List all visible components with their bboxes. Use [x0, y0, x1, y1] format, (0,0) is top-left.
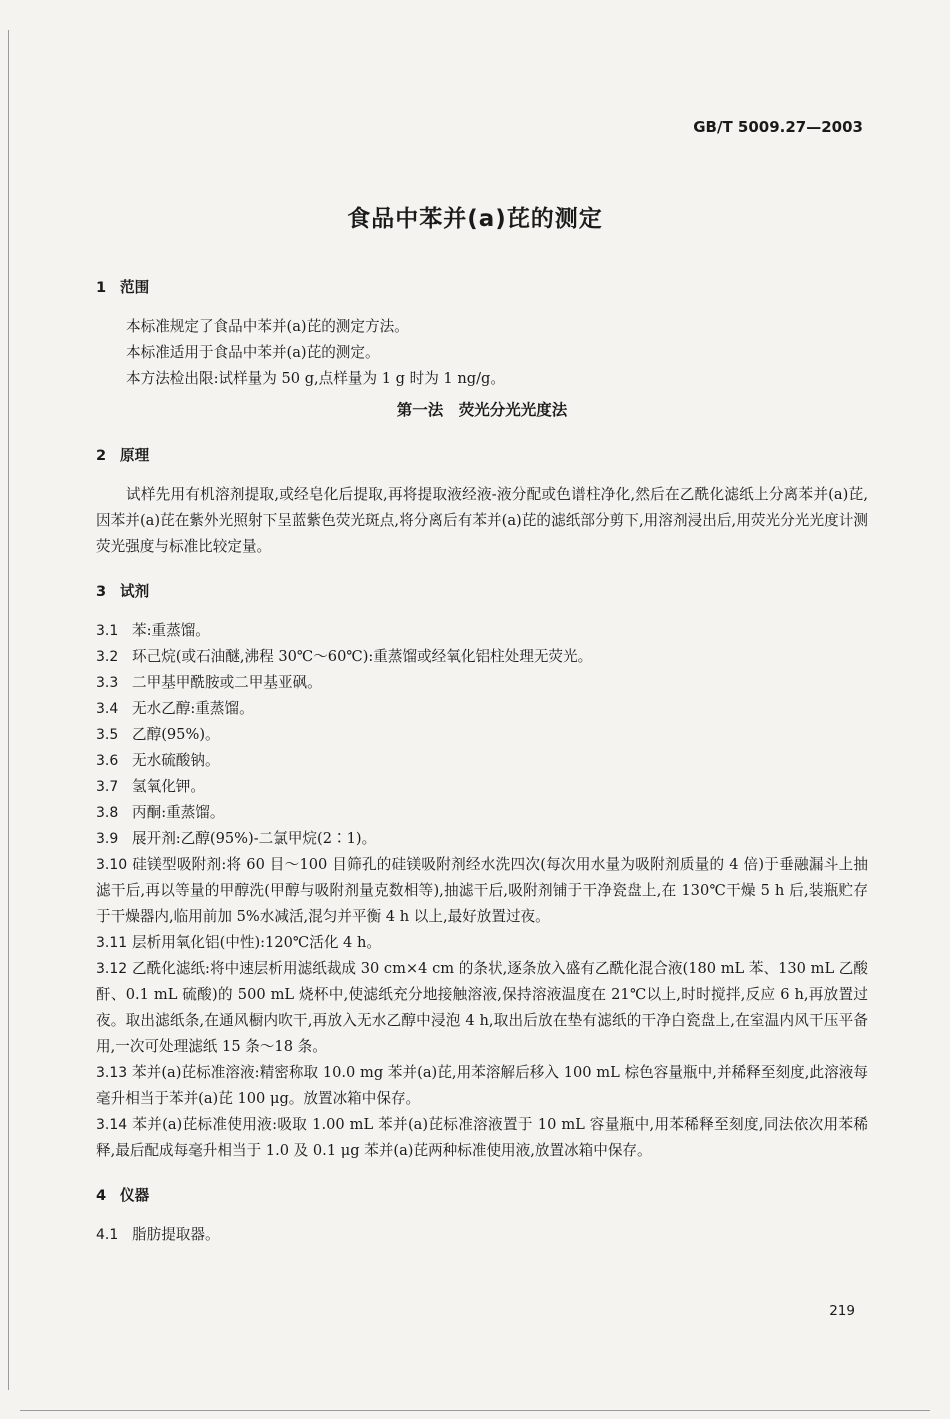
reagent-item — [96, 826, 868, 852]
method-title: 第一法 荧光分光光度法 — [396, 401, 568, 419]
item-number: 3.9 — [96, 831, 119, 847]
item-text: 氢氧化钾。 — [132, 778, 205, 795]
reagent-item — [96, 1112, 868, 1164]
section-heading-reagents — [96, 580, 868, 604]
reagent-item — [96, 956, 868, 1060]
item-text: 展开剂:乙醇(95%)-二氯甲烷(2∶1)。 — [132, 830, 377, 847]
paragraph: 本方法检出限:试样量为 50 g,点样量为 1 g 时为 1 ng/g。 — [126, 370, 505, 387]
document-body — [96, 276, 868, 1248]
section-heading-principle — [96, 444, 868, 468]
binding-edge-line — [8, 30, 9, 1390]
item-number: 3.11 — [96, 935, 128, 951]
paragraph: 本标准规定了食品中苯并(a)芘的测定方法。 — [126, 318, 409, 335]
paragraph: 本标准适用于食品中苯并(a)芘的测定。 — [126, 344, 380, 361]
apparatus-item — [96, 1222, 868, 1248]
reagent-item — [96, 930, 868, 956]
section-title: 仪器 — [120, 1187, 150, 1204]
item-number: 3.1 — [96, 623, 119, 639]
section-title: 原理 — [120, 447, 150, 464]
item-number: 3.7 — [96, 779, 119, 795]
reagent-item — [96, 748, 868, 774]
reagent-item — [96, 1060, 868, 1112]
item-text: 无水乙醇:重蒸馏。 — [132, 700, 254, 717]
reagent-item — [96, 670, 868, 696]
section-number: 1 — [96, 279, 107, 296]
page-number: 219 — [829, 1303, 855, 1319]
item-number: 4.1 — [96, 1227, 119, 1243]
standard-number: GB/T 5009.27—2003 — [693, 118, 863, 136]
item-text: 环己烷(或石油醚,沸程 30℃～60℃):重蒸馏或经氧化铝柱处理无荧光。 — [132, 648, 593, 665]
reagent-item — [96, 852, 868, 930]
item-number: 3.8 — [96, 805, 119, 821]
item-text: 苯:重蒸馏。 — [132, 622, 210, 639]
item-number: 3.4 — [96, 701, 119, 717]
item-number: 3.3 — [96, 675, 119, 691]
item-number: 3.2 — [96, 649, 119, 665]
item-text: 层析用氧化铝(中性):120℃活化 4 h。 — [132, 934, 381, 951]
item-number: 3.13 — [96, 1065, 128, 1081]
item-text: 丙酮:重蒸馏。 — [132, 804, 225, 821]
reagent-item — [96, 644, 868, 670]
item-text: 硅镁型吸附剂:将 60 目～100 目筛孔的硅镁吸附剂经水洗四次(每次用水量为吸附剂质量的 4 倍)于垂融漏斗上抽滤干后,再以等量的甲醇洗(甲醇与吸附剂量克数相等),抽滤干后,吸附剂铺于干净瓷盘上,在 130℃干燥 5 h 后,装瓶贮存于干燥器内,临用前加 5%水减活,混匀并平衡 4 h 以上,最好放置过夜。 — [96, 856, 868, 925]
section-heading-scope — [96, 276, 868, 300]
section-number: 3 — [96, 583, 107, 600]
item-text: 脂肪提取器。 — [132, 1226, 220, 1243]
reagent-item — [96, 774, 868, 800]
item-text: 乙酰化滤纸:将中速层析用滤纸裁成 30 cm×4 cm 的条状,逐条放入盛有乙酰化混合液(180 mL 苯、130 mL 乙酸酐、0.1 mL 硫酸)的 500 mL 烧杯中,使滤纸充分地接触溶液,保持溶液温度在 21℃以上,时时搅拌,反应 6 h,再放置过夜。取出滤纸条,在通风橱内吹干,再放入无水乙醇中浸泡 4 h,取出后放在垫有滤纸的干净白瓷盘上,在室温内风干压平备用,一次可处理滤纸 15 条～18 条。 — [96, 960, 868, 1055]
reagent-item — [96, 722, 868, 748]
section-heading-apparatus — [96, 1184, 868, 1208]
section-number: 2 — [96, 447, 107, 464]
item-number: 3.6 — [96, 753, 119, 769]
item-text: 苯并(a)芘标准溶液:精密称取 10.0 mg 苯并(a)芘,用苯溶解后移入 100 mL 棕色容量瓶中,并稀释至刻度,此溶液每毫升相当于苯并(a)芘 100 μg。放置冰箱中保存。 — [96, 1064, 868, 1107]
bottom-edge-line — [20, 1410, 930, 1411]
item-text: 乙醇(95%)。 — [132, 726, 220, 743]
reagent-item — [96, 800, 868, 826]
item-text: 无水硫酸钠。 — [132, 752, 220, 769]
item-number: 3.5 — [96, 727, 119, 743]
section-title: 试剂 — [120, 583, 150, 600]
item-text: 苯并(a)芘标准使用液:吸取 1.00 mL 苯并(a)芘标准溶液置于 10 mL 容量瓶中,用苯稀释至刻度,同法依次用苯稀释,最后配成每毫升相当于 1.0 及 0.1 μg 苯并(a)芘两种标准使用液,放置冰箱中保存。 — [96, 1116, 868, 1159]
section-number: 4 — [96, 1187, 107, 1204]
reagent-item — [96, 618, 868, 644]
item-number: 3.10 — [96, 857, 128, 873]
paragraph: 试样先用有机溶剂提取,或经皂化后提取,再将提取液经液-液分配或色谱柱净化,然后在乙酰化滤纸上分离苯并(a)芘,因苯并(a)芘在紫外光照射下呈蓝紫色荧光斑点,将分离后有苯并(a)芘的滤纸部分剪下,用溶剂浸出后,用荧光分光光度计测荧光强度与标准比较定量。 — [96, 486, 868, 555]
document-title: 食品中苯并(a)芘的测定 — [347, 206, 603, 232]
section-title: 范围 — [120, 279, 150, 296]
reagent-item — [96, 696, 868, 722]
item-number: 3.14 — [96, 1117, 128, 1133]
item-text: 二甲基甲酰胺或二甲基亚砜。 — [132, 674, 322, 691]
item-number: 3.12 — [96, 961, 128, 977]
